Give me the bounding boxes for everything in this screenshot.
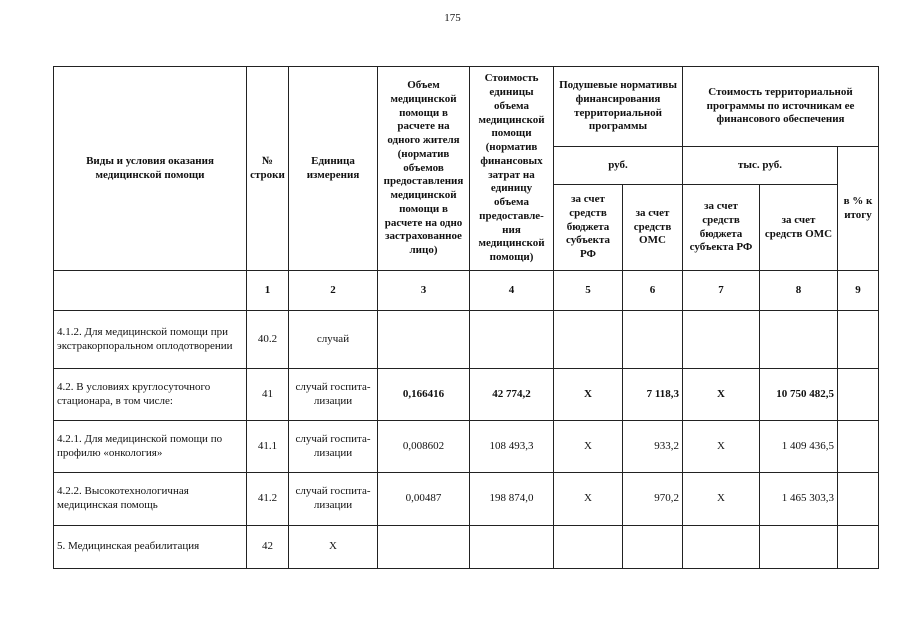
header-per-capita: Подушевые нормативы финансирования территориальной программы <box>554 67 683 147</box>
table-row <box>54 421 879 473</box>
row-sum-oms: 1 409 436,5 <box>760 421 838 473</box>
row-unit: случай госпита-лизации <box>289 421 378 473</box>
table-row <box>54 526 879 569</box>
table-row <box>54 311 879 369</box>
header-pc-oms: за счет средств ОМС <box>623 185 683 271</box>
column-number: 5 <box>554 271 623 311</box>
column-number: 3 <box>378 271 470 311</box>
row-cost <box>470 526 554 569</box>
row-unit: случай госпита-лизации <box>289 473 378 526</box>
header-pc-budget: за счет средств бюджета субъекта РФ <box>554 185 623 271</box>
row-pc-budget: Х <box>554 473 623 526</box>
row-number: 42 <box>247 526 289 569</box>
row-pc-oms: 7 118,3 <box>623 369 683 421</box>
column-number: 9 <box>838 271 879 311</box>
column-number: 8 <box>760 271 838 311</box>
column-number: 4 <box>470 271 554 311</box>
row-pc-budget <box>554 311 623 369</box>
header-unit-thousand-rub: тыс. руб. <box>683 147 838 185</box>
header-percent: в % к итогу <box>838 147 879 271</box>
row-cost: 42 774,2 <box>470 369 554 421</box>
column-number: 7 <box>683 271 760 311</box>
header-sum-budget: за счет средств бюджета субъекта РФ <box>683 185 760 271</box>
row-pc-budget: Х <box>554 369 623 421</box>
row-sum-oms <box>760 311 838 369</box>
row-sum-budget: Х <box>683 369 760 421</box>
row-pc-oms <box>623 311 683 369</box>
row-name: 4.2. В условиях круглосуточного стационара, в том числе: <box>54 369 247 421</box>
header-unit: Единица измерения <box>289 67 378 271</box>
row-cost <box>470 311 554 369</box>
column-number-row <box>54 271 879 311</box>
column-number-empty <box>54 271 247 311</box>
row-pc-budget <box>554 526 623 569</box>
row-number: 41.1 <box>247 421 289 473</box>
row-sum-oms: 10 750 482,5 <box>760 369 838 421</box>
row-pc-oms: 970,2 <box>623 473 683 526</box>
header-unit-rub: руб. <box>554 147 683 185</box>
row-sum-oms <box>760 526 838 569</box>
row-percent <box>838 421 879 473</box>
row-sum-budget: Х <box>683 473 760 526</box>
row-unit: Х <box>289 526 378 569</box>
row-percent <box>838 311 879 369</box>
header-sources: Стоимость территориальной программы по источникам ее финансового обеспечения <box>683 67 879 147</box>
row-sum-budget <box>683 311 760 369</box>
row-unit: случай госпита-лизации <box>289 369 378 421</box>
row-number: 40.2 <box>247 311 289 369</box>
row-name: 5. Медицинская реабилитация <box>54 526 247 569</box>
row-name: 4.2.2. Высокотехнологичная медицинская помощь <box>54 473 247 526</box>
header-type: Виды и условия оказания медицинской помощи <box>54 67 247 271</box>
row-cost: 108 493,3 <box>470 421 554 473</box>
row-volume: 0,166416 <box>378 369 470 421</box>
column-number: 1 <box>247 271 289 311</box>
row-number: 41 <box>247 369 289 421</box>
row-name: 4.1.2. Для медицинской помощи при экстракорпоральном оплодотворении <box>54 311 247 369</box>
row-sum-oms: 1 465 303,3 <box>760 473 838 526</box>
row-number: 41.2 <box>247 473 289 526</box>
table-row <box>54 473 879 526</box>
row-volume <box>378 526 470 569</box>
row-unit: случай <box>289 311 378 369</box>
header-volume: Объем медицинской помощи в расчете на одного жителя (норматив объемов предоставления медицинской помощи в расчете на одно застрахованное лицо) <box>378 67 470 271</box>
row-percent <box>838 473 879 526</box>
row-volume <box>378 311 470 369</box>
column-number: 6 <box>623 271 683 311</box>
header-row-no: № строки <box>247 67 289 271</box>
row-pc-oms: 933,2 <box>623 421 683 473</box>
row-pc-oms <box>623 526 683 569</box>
column-number: 2 <box>289 271 378 311</box>
data-table <box>53 66 879 569</box>
row-volume: 0,008602 <box>378 421 470 473</box>
header-sum-oms: за счет средств ОМС <box>760 185 838 271</box>
row-volume: 0,00487 <box>378 473 470 526</box>
header-cost: Стоимость единицы объема медицинской помощи (норматив финансовых затрат на единицу объема предоставле-ния медицинской помощи) <box>470 67 554 271</box>
row-percent <box>838 526 879 569</box>
row-sum-budget <box>683 526 760 569</box>
row-cost: 198 874,0 <box>470 473 554 526</box>
table-row <box>54 369 879 421</box>
row-pc-budget: Х <box>554 421 623 473</box>
row-sum-budget: Х <box>683 421 760 473</box>
page-number: 175 <box>444 12 461 24</box>
row-name: 4.2.1. Для медицинской помощи по профилю «онкология» <box>54 421 247 473</box>
row-percent <box>838 369 879 421</box>
